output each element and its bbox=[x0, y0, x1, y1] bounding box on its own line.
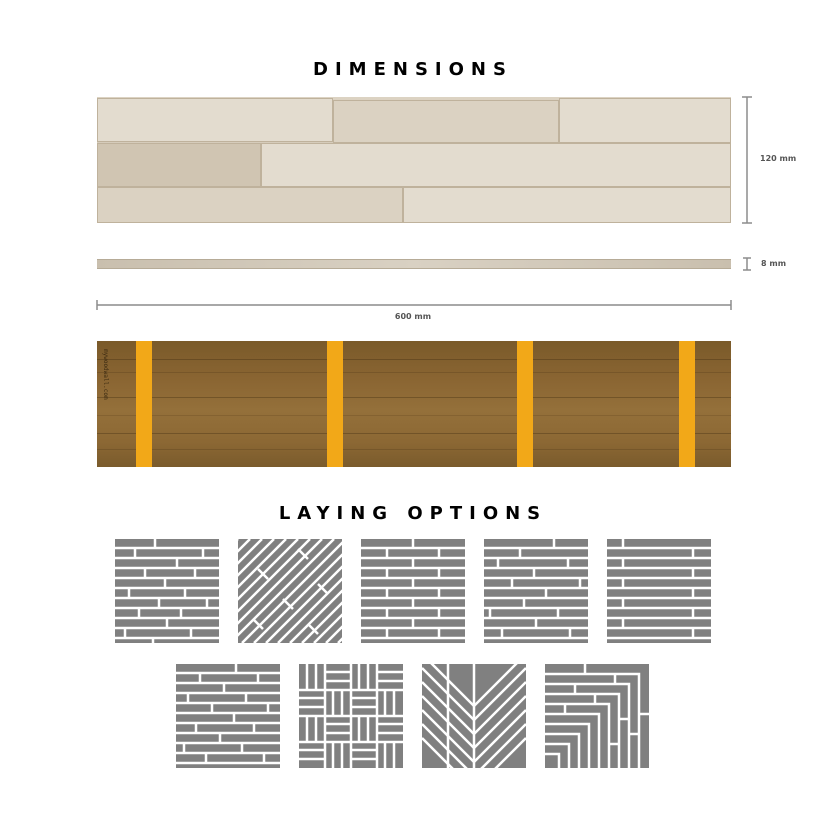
thickness-dimension-line bbox=[741, 257, 753, 271]
adhesive-tape bbox=[517, 341, 533, 467]
plank-face-view bbox=[97, 97, 731, 223]
pattern-random-horizontal bbox=[176, 664, 280, 768]
width-label: 120 mm bbox=[760, 154, 797, 163]
plank-side-view bbox=[97, 259, 731, 269]
thickness-label: 8 mm bbox=[761, 259, 787, 268]
back-stamp: mywoodwall.com bbox=[102, 349, 109, 400]
pattern-third-offset-horizontal bbox=[484, 539, 588, 643]
pattern-corner-frame bbox=[545, 664, 649, 768]
adhesive-tape bbox=[136, 341, 152, 467]
laying-options-heading: LAYING OPTIONS bbox=[278, 503, 548, 524]
dimensions-heading: DIMENSIONS bbox=[313, 59, 513, 80]
pattern-staggered-horizontal bbox=[115, 539, 219, 643]
adhesive-tape bbox=[327, 341, 343, 467]
pattern-brick-horizontal bbox=[361, 539, 465, 643]
pattern-herringbone bbox=[422, 664, 526, 768]
plank-back-view bbox=[97, 341, 731, 467]
pattern-diagonal bbox=[238, 539, 342, 643]
adhesive-tape bbox=[679, 341, 695, 467]
pattern-parquet-basket bbox=[299, 664, 403, 768]
length-dimension-line bbox=[96, 298, 732, 312]
height-dimension-line bbox=[740, 96, 754, 224]
pattern-half-offset-horizontal bbox=[607, 539, 711, 643]
length-label: 600 mm bbox=[394, 312, 432, 321]
